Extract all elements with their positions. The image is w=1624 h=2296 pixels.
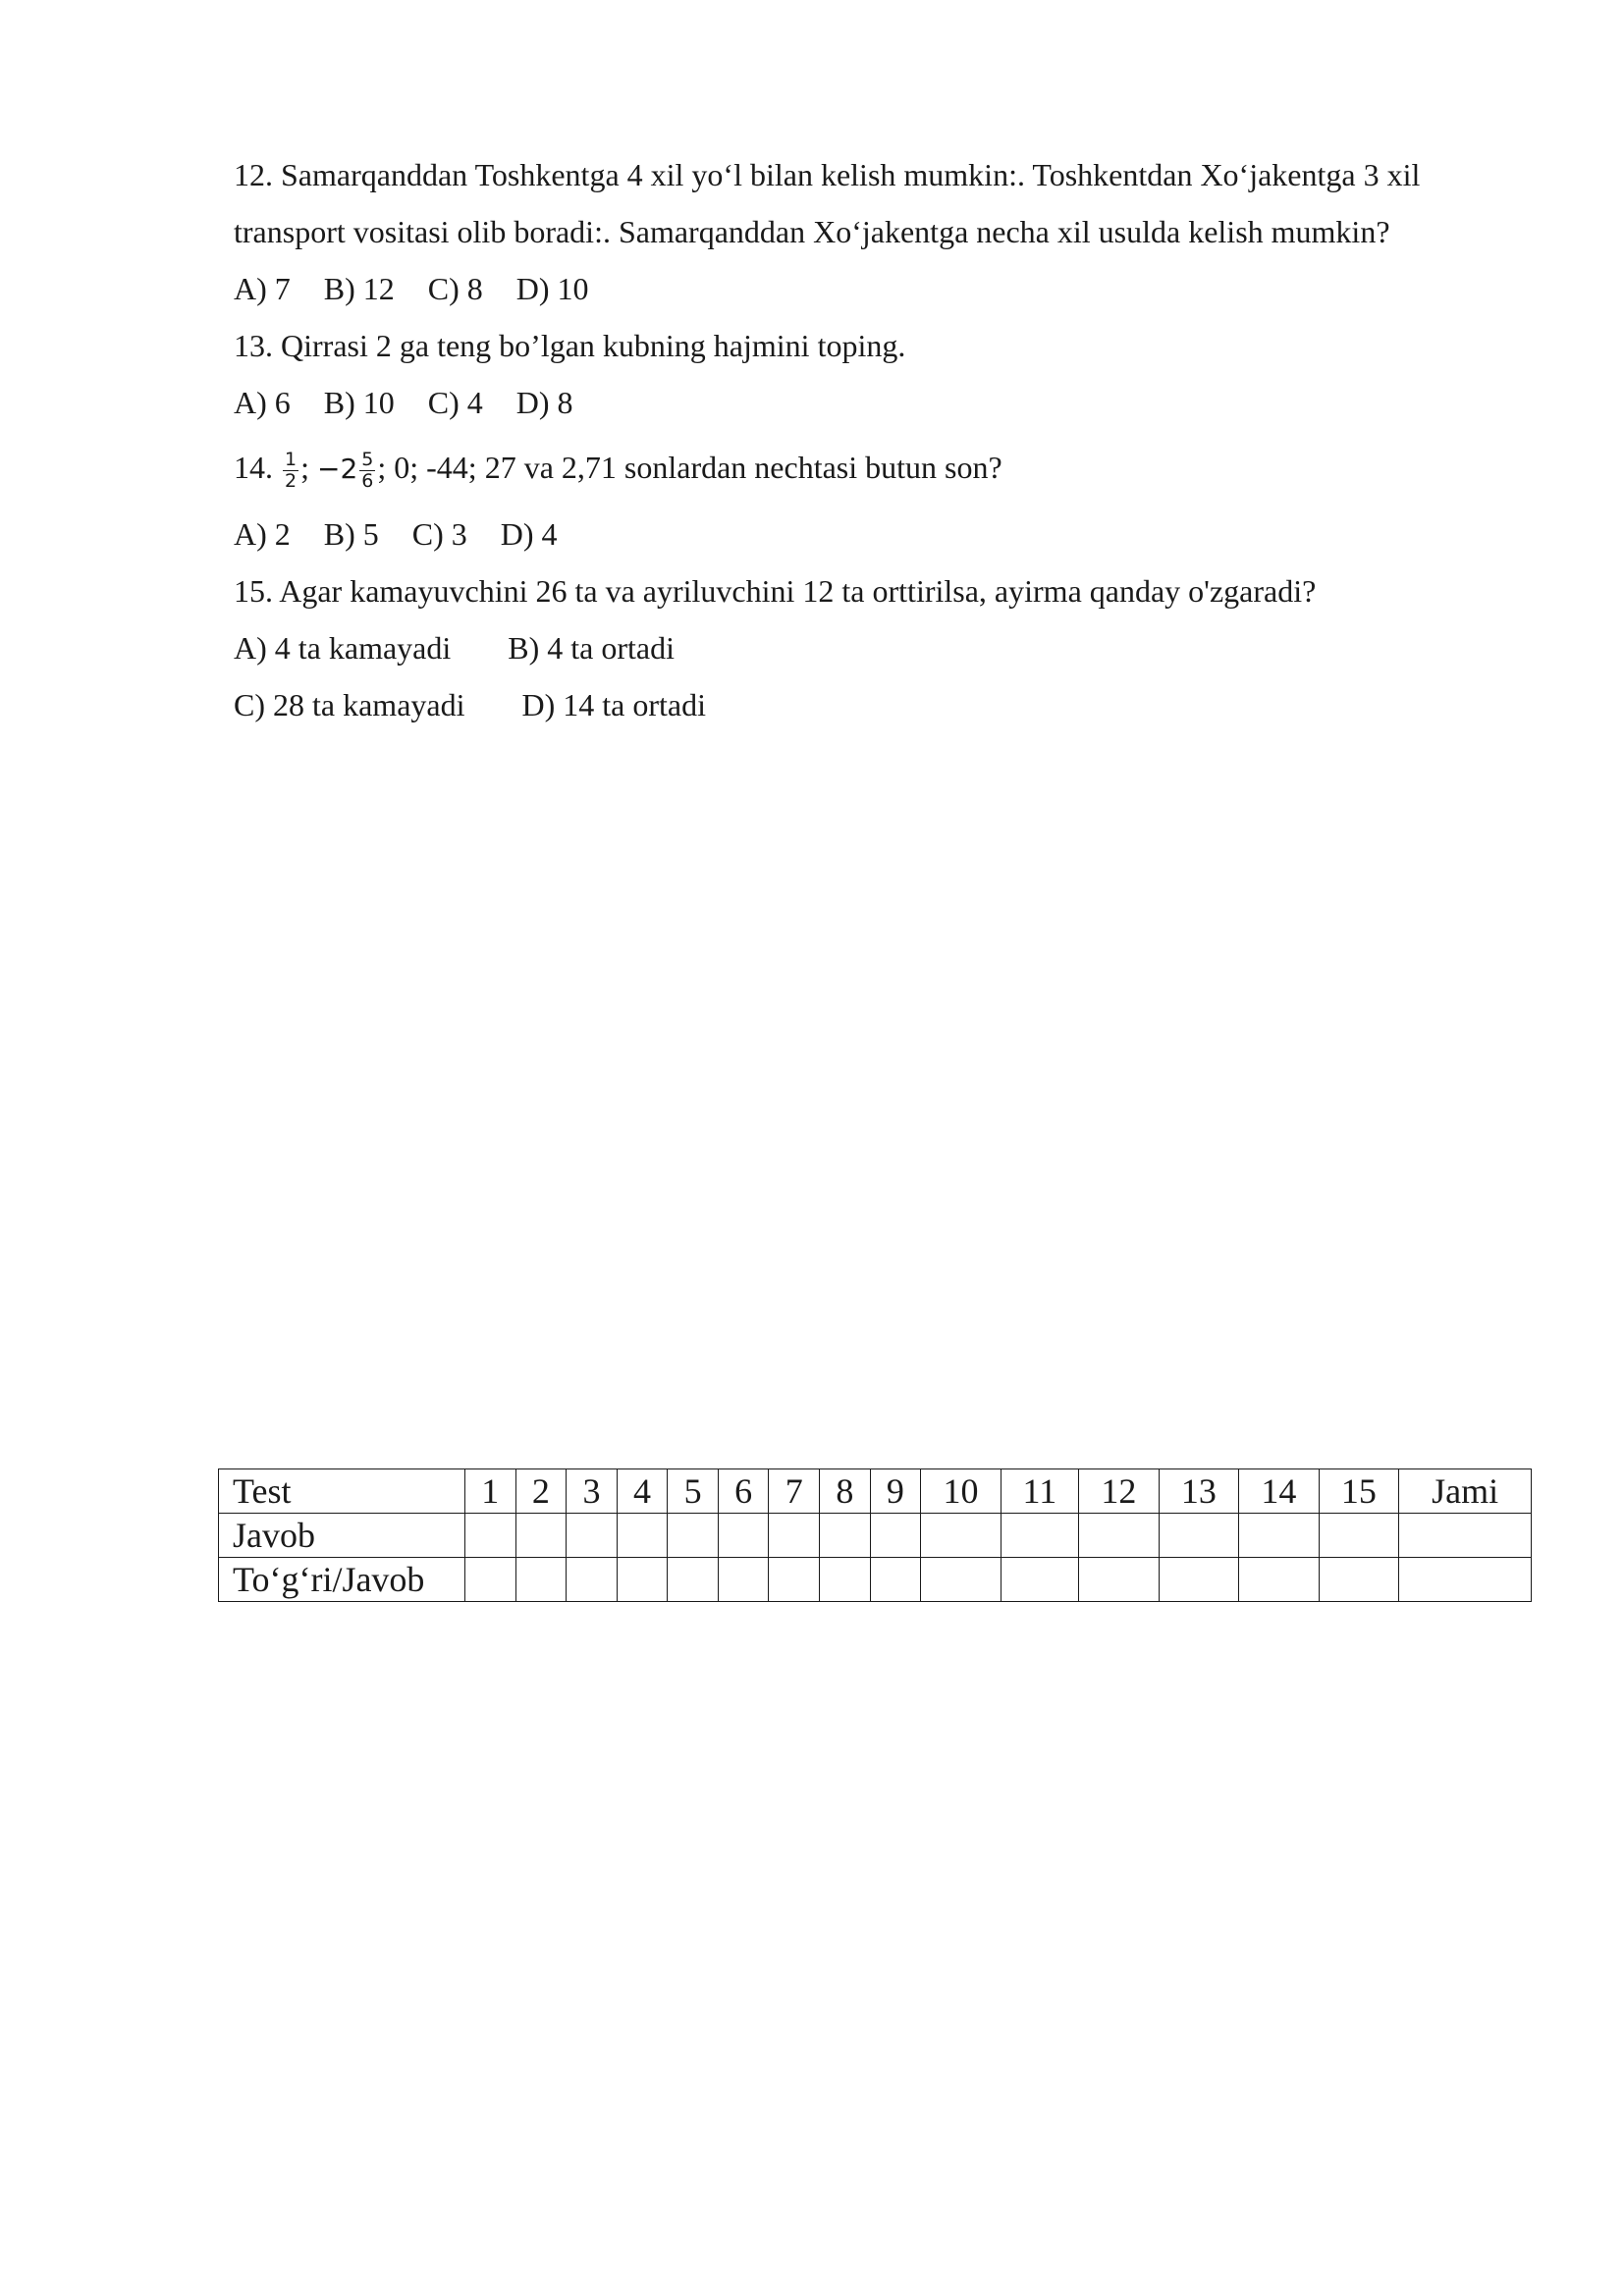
separator: ;	[300, 450, 309, 485]
correct-cell[interactable]	[465, 1558, 516, 1602]
option-b: B) 4 ta ortadi	[508, 630, 675, 666]
correct-cell[interactable]	[1239, 1558, 1320, 1602]
question-14-rest: ; 0; -44; 27 va 2,71 sonlardan nechtasi butun son?	[377, 450, 1002, 485]
column-header-3: 3	[567, 1469, 618, 1514]
answer-cell[interactable]	[567, 1514, 618, 1558]
fraction-one-half: $\frac{1}{2}$	[285, 449, 298, 493]
column-header-11: 11	[1001, 1469, 1078, 1514]
correct-total-cell[interactable]	[1399, 1558, 1532, 1602]
answer-cell[interactable]	[1159, 1514, 1239, 1558]
correct-cell[interactable]	[515, 1558, 567, 1602]
option-b: B) 5	[323, 516, 379, 552]
correct-cell[interactable]	[769, 1558, 820, 1602]
column-header-8: 8	[820, 1469, 871, 1514]
option-a: A) 7	[234, 271, 291, 306]
correct-cell[interactable]	[870, 1558, 921, 1602]
option-b: B) 12	[323, 271, 395, 306]
table-row-test	[219, 1469, 1532, 1514]
correct-cell[interactable]	[1319, 1558, 1399, 1602]
correct-cell[interactable]	[617, 1558, 668, 1602]
correct-cell[interactable]	[567, 1558, 618, 1602]
question-12-line-1: 12. Samarqanddan Toshkentga 4 xil yo‘l bilan kelish mumkin:. Toshkentdan Xo‘jakentga 3 xil	[234, 157, 1421, 192]
option-a: A) 4 ta kamayadi	[234, 630, 452, 666]
row-label-answer: Javob	[219, 1514, 465, 1558]
option-b: B) 10	[323, 385, 395, 420]
column-header-total: Jami	[1399, 1469, 1532, 1514]
answer-cell[interactable]	[668, 1514, 719, 1558]
answer-cell[interactable]	[870, 1514, 921, 1558]
row-label-test: Test	[219, 1469, 465, 1514]
option-c: C) 28 ta kamayadi	[234, 687, 465, 722]
fraction-five-sixths: $\frac{5}{6}$	[361, 449, 374, 493]
correct-cell[interactable]	[718, 1558, 769, 1602]
option-d: D) 14 ta ortadi	[521, 687, 706, 722]
question-15-options-row-1	[234, 628, 675, 667]
table-row-correct	[219, 1558, 1532, 1602]
option-c: C) 8	[427, 271, 483, 306]
answer-table	[218, 1468, 1532, 1602]
column-header-5: 5	[668, 1469, 719, 1514]
column-header-10: 10	[921, 1469, 1001, 1514]
column-header-7: 7	[769, 1469, 820, 1514]
question-14-options	[234, 514, 558, 554]
question-13-text: 13. Qirrasi 2 ga teng bo’lgan kubning hajmini toping.	[234, 328, 906, 363]
negative-whole: −2	[316, 453, 358, 485]
answer-cell[interactable]	[1001, 1514, 1078, 1558]
column-header-14: 14	[1239, 1469, 1320, 1514]
question-14-number: 14.	[234, 450, 273, 485]
answer-cell[interactable]	[921, 1514, 1001, 1558]
answer-cell[interactable]	[1079, 1514, 1160, 1558]
correct-cell[interactable]	[1159, 1558, 1239, 1602]
option-a: A) 6	[234, 385, 291, 420]
option-a: A) 2	[234, 516, 291, 552]
correct-cell[interactable]	[668, 1558, 719, 1602]
table-row-answer	[219, 1514, 1532, 1558]
answer-cell[interactable]	[1239, 1514, 1320, 1558]
answer-cell[interactable]	[769, 1514, 820, 1558]
question-12-options	[234, 269, 589, 308]
option-d: D) 10	[515, 271, 589, 306]
question-15-text: 15. Agar kamayuvchini 26 ta va ayriluvchini 12 ta orttirilsa, ayirma qanday o'zgaradi?	[234, 573, 1317, 609]
correct-cell[interactable]	[921, 1558, 1001, 1602]
correct-cell[interactable]	[1001, 1558, 1078, 1602]
answer-cell[interactable]	[1319, 1514, 1399, 1558]
answer-cell[interactable]	[617, 1514, 668, 1558]
question-12-line-2: transport vositasi olib boradi:. Samarqanddan Xo‘jakentga necha xil usulda kelish mumkin?	[234, 214, 1390, 249]
answer-cell[interactable]	[465, 1514, 516, 1558]
question-14-text	[234, 448, 1002, 492]
column-header-1: 1	[465, 1469, 516, 1514]
correct-cell[interactable]	[1079, 1558, 1160, 1602]
column-header-9: 9	[870, 1469, 921, 1514]
question-13-options	[234, 383, 573, 422]
column-header-12: 12	[1079, 1469, 1160, 1514]
correct-cell[interactable]	[820, 1558, 871, 1602]
option-c: C) 3	[411, 516, 467, 552]
column-header-4: 4	[617, 1469, 668, 1514]
column-header-2: 2	[515, 1469, 567, 1514]
answer-cell[interactable]	[718, 1514, 769, 1558]
answer-cell[interactable]	[515, 1514, 567, 1558]
question-15-options-row-2	[234, 685, 706, 724]
option-c: C) 4	[427, 385, 483, 420]
row-label-correct: To‘g‘ri/Javob	[219, 1558, 465, 1602]
column-header-6: 6	[718, 1469, 769, 1514]
option-d: D) 8	[515, 385, 573, 420]
column-header-15: 15	[1319, 1469, 1399, 1514]
option-d: D) 4	[500, 516, 558, 552]
answer-total-cell[interactable]	[1399, 1514, 1532, 1558]
column-header-13: 13	[1159, 1469, 1239, 1514]
answer-cell[interactable]	[820, 1514, 871, 1558]
